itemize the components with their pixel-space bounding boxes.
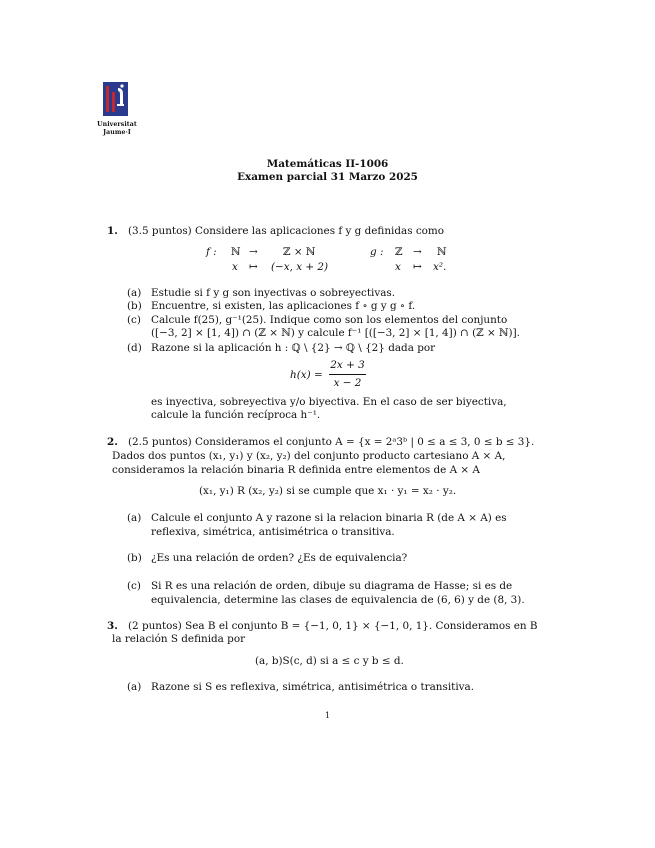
problem-text: (2.5 puntos) Consideramos el conjunto A = {x = 2ᵃ3ᵇ | 0 ≤ a ≤ 3, 0 ≤ b ≤ 3}.: [128, 436, 535, 448]
map-codomain: ℤ × ℕ: [283, 246, 316, 258]
document-subtitle: Examen parcial 31 Marzo 2025: [237, 171, 418, 183]
map-name: g :: [370, 246, 384, 258]
map-codomain: ℕ: [437, 246, 447, 258]
page-number: 1: [324, 711, 331, 720]
logo-text-line: Universitat: [97, 121, 137, 128]
map-domain: ℤ: [395, 246, 403, 258]
item-label: (b): [127, 552, 142, 564]
item-label: (a): [127, 512, 142, 524]
map-image: (−x, x + 2): [271, 261, 329, 273]
item-label: (b): [127, 300, 142, 312]
problem-text: Dados dos puntos (x₁, y₁) y (x₂, y₂) del conjunto producto cartesiano A × A,: [112, 450, 506, 462]
item-label: (c): [127, 314, 141, 326]
fraction-denominator: x − 2: [333, 377, 362, 389]
relation-definition: (a, b)S(c, d) si a ≤ c y b ≤ d.: [255, 655, 404, 667]
item-text: Calcule el conjunto A y razone si la relacion binaria R (de A × A) es: [151, 512, 507, 524]
university-logo-icon: [103, 82, 128, 116]
mapsto-icon: ↦: [249, 261, 258, 273]
item-text: equivalencia, determine las clases de equivalencia de (6, 6) y de (8, 3).: [151, 594, 525, 606]
item-text: Calcule f(25), g⁻¹(25). Indique como son los elementos del conjunto: [151, 314, 508, 326]
item-text: calcule la función recíproca h⁻¹.: [151, 409, 321, 421]
problem-text: la relación S definida por: [112, 633, 246, 645]
item-text: ¿Es una relación de orden? ¿Es de equivalencia?: [151, 552, 408, 564]
item-text: Si R es una relación de orden, dibuje su diagrama de Hasse; si es de: [151, 580, 513, 592]
mapsto-icon: ↦: [413, 261, 422, 273]
item-label: (c): [127, 580, 141, 592]
logo-text-line: Jaume·I: [103, 129, 131, 136]
item-label: (a): [127, 287, 142, 299]
map-name: f :: [206, 246, 217, 258]
item-text: Estudie si f y g son inyectivas o sobreyectivas.: [151, 287, 396, 299]
item-text: Razone si S es reflexiva, simétrica, antisimétrica o transitiva.: [151, 681, 475, 693]
university-logo: [97, 82, 141, 154]
item-text: ([−3, 2] × [1, 4]) ∩ (ℤ × ℕ) y calcule f⁻¹ [([−3, 2] × [1, 4]) ∩ (ℤ × ℕ)].: [151, 327, 520, 339]
map-variable: x: [232, 261, 238, 273]
item-text: es inyectiva, sobreyectiva y/o biyectiva. En el caso de ser biyectiva,: [151, 396, 507, 408]
document-title: Matemáticas II-1006: [266, 158, 389, 170]
problem-number: 1.: [107, 225, 118, 237]
item-text: Razone si la aplicación h : ℚ \ {2} → ℚ \ {2} dada por: [151, 342, 436, 354]
fraction-bar: [329, 374, 366, 375]
arrow-icon: →: [249, 246, 258, 258]
problem-number: 3.: [107, 620, 118, 632]
formula-lhs: h(x) =: [290, 369, 323, 381]
arrow-icon: →: [413, 246, 422, 258]
map-domain: ℕ: [231, 246, 241, 258]
map-variable: x: [395, 261, 401, 273]
fraction-numerator: 2x + 3: [330, 359, 365, 371]
problem-text: consideramos la relación binaria R definida entre elementos de A × A: [112, 464, 480, 476]
item-label: (a): [127, 681, 142, 693]
problem-intro: (3.5 puntos) Considere las aplicaciones f y g definidas como: [128, 225, 445, 237]
item-text: Encuentre, si existen, las aplicaciones f ∘ g y g ∘ f.: [151, 300, 416, 312]
relation-definition: (x₁, y₁) R (x₂, y₂) si se cumple que x₁ · y₁ = x₂ · y₂.: [199, 485, 457, 497]
item-label: (d): [127, 342, 142, 354]
item-text: reflexiva, simétrica, antisimétrica o transitiva.: [151, 526, 395, 538]
problem-text: (2 puntos) Sea B el conjunto B = {−1, 0, 1} × {−1, 0, 1}. Consideramos en B: [128, 620, 538, 632]
problem-number: 2.: [107, 436, 118, 448]
map-image: x².: [433, 261, 447, 273]
